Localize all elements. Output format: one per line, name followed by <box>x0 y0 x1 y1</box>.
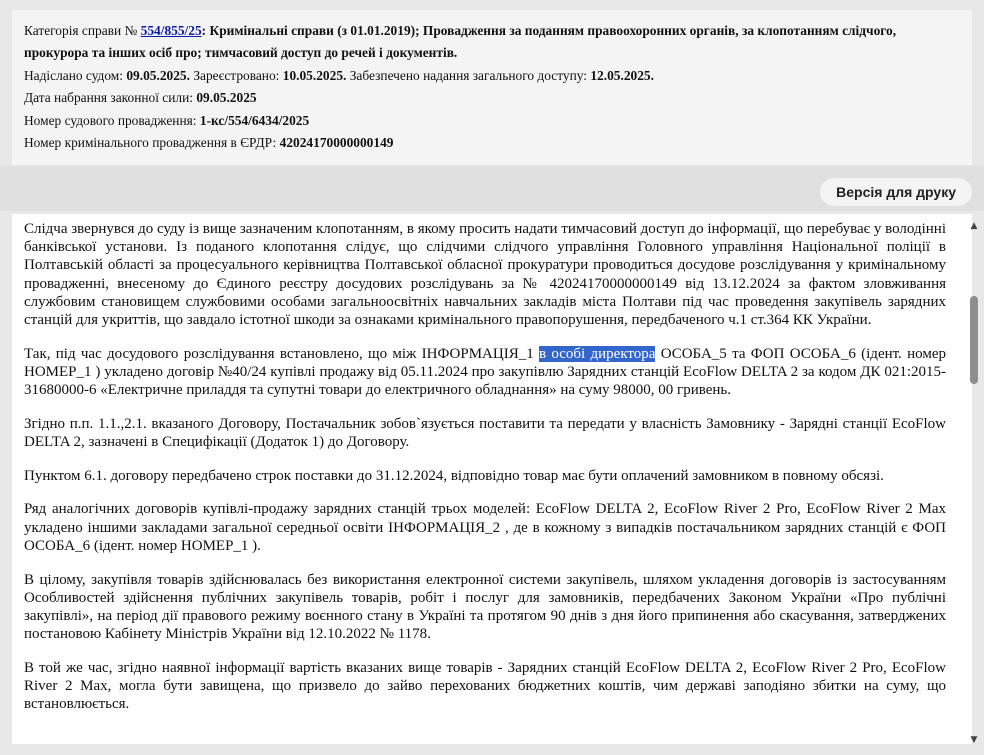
paragraph-1: Слідча звернувся до суду із вище зазначеним клопотанням, в якому просить надати тимчасовий доступ до інформації, що перебуває у володінні банківської установи. Із поданого клопотання слідує, що слідчими слідчого управління Головного управління Національної поліції в Полтавській області за процесуального керівництва Полтавської обласної прокуратури проводиться досудове розслідування у кримінальному провадженні, внесеному до Єдиного реєстру досудових розслідувань за № 42024170000000149 від 13.12.2024 за фактом зловживання службовим становищем службовими особами загальноосвітніх навчальних закладів міста Полтави під час проведення закупівель зарядних станцій для укриттів, що завдало істотної шкоди за ознаками кримінального правопорушення, передбаченого ч.1 ст.364 КК України. <box>24 221 946 329</box>
registered-date: 10.05.2025. <box>282 67 347 83</box>
erdr-number: 42024170000000149 <box>279 135 394 151</box>
paragraph-2-end: ОСОБА_5 та ФОП ОСОБА_6 (ідент. номер НОМЕР_1 ) укладено договір №40/24 купівлі продажу від 05.11.2024 про закупівлю Зарядних станцій EcoFlow DELTA 2 за кодом ДК 021:2015-31680000-6 «Електричне приладдя та супутні товари до електричного обладнання» на суму 98000, 00 гривень. <box>24 345 946 399</box>
paragraph-3: Згідно п.п. 1.1.,2.1. вказаного Договору, Постачальник зобов`язується поставити та передати у власність Замовнику - Зарядні станції EcoFlow DELTA 2, зазначені в Специфікації (Додаток 1) до Договору. <box>24 415 946 451</box>
paragraph-6: В цілому, закупівля товарів здійснювалась без використання електронної системи закупівель, шляхом укладення договорів із застосуванням Особливостей здійснення публічних закупівель товарів, робіт і послуг для замовників, передбачених Законом України «Про публічні закупівлі», на період дії правового режиму воєнного стану в Україні та протягом 90 днів з дня його припинення або скасування, затверджених постановою Кабінету Міністрів України від 12.10.2022 № 1178. <box>24 571 946 643</box>
public-access-label: Забезпечено надання загального доступу: <box>349 67 587 83</box>
legal-force-line <box>24 87 960 109</box>
case-info-panel <box>12 10 972 165</box>
selected-text: в особі директора <box>539 345 656 362</box>
scroll-up-icon[interactable]: ▲ <box>970 221 978 231</box>
scrollbar-thumb[interactable] <box>970 296 978 384</box>
registered-label: Зареєстровано: <box>193 67 280 83</box>
print-version-button[interactable]: Версія для друку <box>820 178 972 206</box>
legal-force-date: 09.05.2025 <box>196 90 257 106</box>
case-number-link[interactable]: 554/855/25 <box>140 23 202 38</box>
erdr-label: Номер кримінального провадження в ЄРДР: <box>24 135 277 151</box>
sent-label: Надіслано судом: <box>24 67 123 83</box>
category-text: : Кримінальні справи (з 01.01.2019); Провадження за поданням правоохоронних органів, за клопотанням слідчого, прокурора та інших осіб про; тимчасовий доступ до речей і документів. <box>24 23 897 61</box>
category-label: Категорія справи № <box>24 23 138 38</box>
paragraph-5: Ряд аналогічних договорів купівлі-продажу зарядних станцій трьох моделей: EcoFlow DELTA 2, EcoFlow River 2 Pro, EcoFlow River 2 Max укладено іншими закладами загальної середньої освіти ІНФОРМАЦІЯ_2 , де в кожному з випадків постачальником зарядних станцій є ФОП ОСОБА_6 (ідент. номер НОМЕР_1 ). <box>24 501 946 554</box>
court-number-line <box>24 110 960 132</box>
legal-force-label: Дата набрання законної сили: <box>24 90 193 106</box>
scroll-down-icon[interactable]: ▼ <box>970 735 978 745</box>
vertical-scrollbar[interactable] <box>968 220 980 746</box>
case-category-line <box>24 20 960 65</box>
document-body <box>24 220 946 729</box>
public-access-date: 12.05.2025. <box>590 67 654 83</box>
document-text-frame <box>12 214 972 744</box>
paragraph-7: В той же час, згідно наявної інформації вартість вказаних вище товарів - Зарядних станцій EcoFlow DELTA 2, EcoFlow River 2 Pro, EcoFlow River 2 Max, могла бути завищена, що призвело до зайво перехованих бюджетних коштів, чим державі заподіяно збитки на суму, що встановлюється. <box>24 659 946 713</box>
sent-date: 09.05.2025. <box>126 67 190 83</box>
dates-line <box>24 65 960 87</box>
court-number-value: 1-кс/554/6434/2025 <box>199 112 310 128</box>
court-number-label: Номер судового провадження: <box>24 112 197 128</box>
paragraph-2-start: Так, під час досудового розслідування встановлено, що між ІНФОРМАЦІЯ_1 <box>24 345 540 362</box>
erdr-line <box>24 132 960 154</box>
paragraph-2 <box>24 345 946 400</box>
paragraph-4: Пунктом 6.1. договору передбачено строк поставки до 31.12.2024, відповідно товар має бути оплачений замовником в повному обсязі. <box>24 467 884 484</box>
